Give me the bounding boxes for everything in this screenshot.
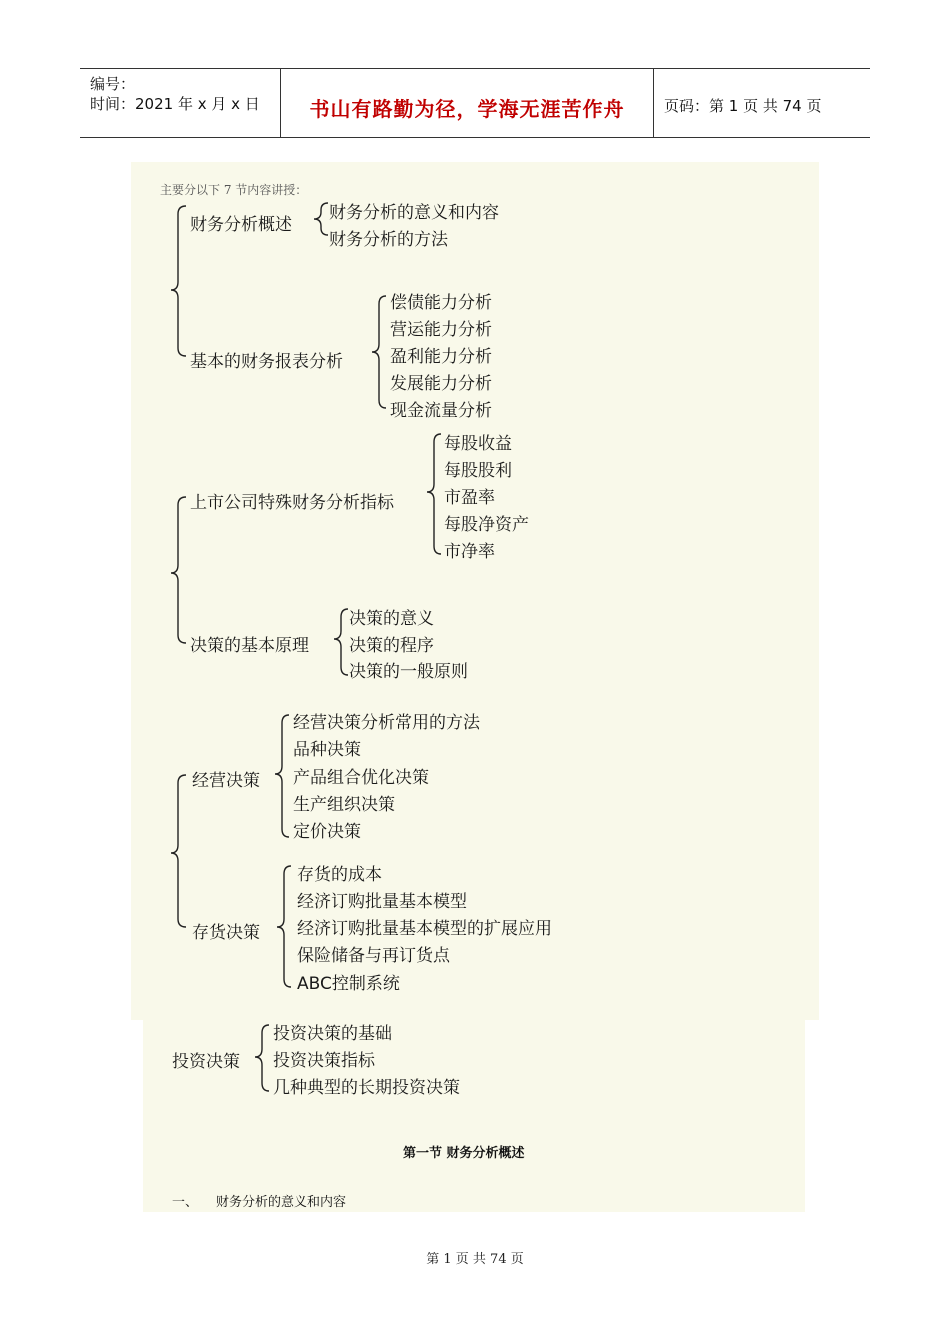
outline-item: 决策的一般原则 xyxy=(349,662,468,682)
section-heading: 第一节 财务分析概述 xyxy=(403,1146,525,1161)
section-title: 上市公司特殊财务分析指标 xyxy=(190,493,394,513)
section-title: 决策的基本原理 xyxy=(190,636,309,656)
subsection-number: 一、 xyxy=(172,1195,199,1210)
outline-item: 现金流量分析 xyxy=(390,401,492,421)
outline-item: 定价决策 xyxy=(293,822,361,842)
section-title: 财务分析概述 xyxy=(190,215,292,235)
outline-item: 经营决策分析常用的方法 xyxy=(293,713,480,733)
outline-item: 投资决策指标 xyxy=(273,1051,375,1071)
outline-item: 品种决策 xyxy=(293,740,361,760)
outline-item: 财务分析的意义和内容 xyxy=(329,203,499,223)
motto: 书山有路勤为径，学海无涯苦作舟 xyxy=(309,97,625,121)
header-table xyxy=(80,68,870,138)
outline-item: 生产组织决策 xyxy=(293,795,395,815)
outline-item: 产品组合优化决策 xyxy=(293,768,429,788)
date-line: 时间：2021 年 x 月 x 日 xyxy=(90,95,260,113)
outline-item: 市净率 xyxy=(444,542,495,562)
outline-item: 偿债能力分析 xyxy=(390,293,492,313)
outline-item: 每股收益 xyxy=(444,434,512,454)
outline-item: 保险储备与再订货点 xyxy=(297,946,450,966)
section-title: 投资决策 xyxy=(172,1052,240,1072)
outline-item: 投资决策的基础 xyxy=(273,1024,392,1044)
serial-number: 编号： xyxy=(90,75,136,93)
page-number: 页码：第 1 页 共 74 页 xyxy=(664,97,822,115)
header-meta-cell xyxy=(80,69,281,137)
section-title: 经营决策 xyxy=(192,771,260,791)
outline-item: ABC控制系统 xyxy=(297,974,400,994)
outline-item: 盈利能力分析 xyxy=(390,347,492,367)
outline-item: 存货的成本 xyxy=(297,865,382,885)
outline-item: 营运能力分析 xyxy=(390,320,492,340)
header-page-cell xyxy=(654,69,870,137)
page-footer: 第 1 页 共 74 页 xyxy=(426,1252,524,1267)
outline-item: 每股净资产 xyxy=(444,515,529,535)
section-title: 存货决策 xyxy=(192,923,260,943)
subsection-title: 财务分析的意义和内容 xyxy=(216,1195,347,1210)
outline-item: 财务分析的方法 xyxy=(329,230,448,250)
outline-panel-bottom xyxy=(143,1020,805,1212)
outline-item: 市盈率 xyxy=(444,488,495,508)
outline-item: 发展能力分析 xyxy=(390,374,492,394)
header-motto-cell xyxy=(281,69,654,137)
outline-item: 决策的程序 xyxy=(349,636,434,656)
intro-text: 主要分以下 7 节内容讲授： xyxy=(160,183,308,197)
outline-item: 经济订购批量基本模型的扩展应用 xyxy=(297,919,552,939)
outline-item: 每股股利 xyxy=(444,461,512,481)
outline-item: 几种典型的长期投资决策 xyxy=(273,1078,460,1098)
outline-item: 经济订购批量基本模型 xyxy=(297,892,467,912)
section-title: 基本的财务报表分析 xyxy=(190,352,343,372)
subsection-heading xyxy=(172,1191,346,1210)
outline-item: 决策的意义 xyxy=(349,609,434,629)
